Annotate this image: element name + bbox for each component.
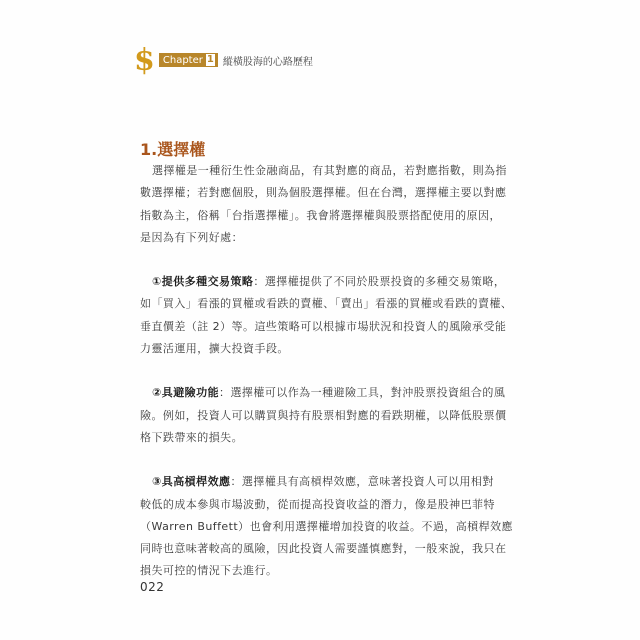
text-line: 如「買入」看漲的買權或看跌的賣權、「賣出」看漲的買權或看跌的賣權、 [140, 297, 513, 311]
intro-paragraph [140, 160, 507, 249]
text-line: 指數為主，俗稱「台指選擇權」。我會將選擇權與股票搭配使用的原因， [140, 208, 501, 222]
text-line: 較低的成本參與市場波動，從而提高投資收益的潛力，像是股神巴菲特 [140, 497, 495, 511]
dollar-icon: $ [134, 43, 155, 78]
chapter-label: Chapter [162, 54, 203, 66]
body-text [140, 160, 513, 583]
page-number: 022 [140, 580, 165, 594]
benefit-heading: ③具高槓桿效應 [152, 475, 231, 489]
benefit-paragraph [140, 271, 513, 360]
text-line: 同時也意味著較高的風險，因此投資人需要謹慎應對，一般來說，我只在 [140, 542, 507, 556]
text-line: （Warren Buffett）也會利用選擇權增加投資的收益。不過，高槓桿效應 [140, 519, 513, 533]
text-line: 格下跌帶來的損失。 [140, 430, 244, 444]
benefit-heading: ①提供多種交易策略 [152, 275, 254, 289]
chapter-badge [159, 53, 218, 67]
benefit-paragraph [140, 382, 507, 449]
text-line: 損失可控的情況下去進行。 [140, 564, 278, 578]
text-line: 力靈活運用，擴大投資手段。 [140, 342, 289, 356]
text-line: 選擇權是一種衍生性金融商品，有其對應的商品，若對應指數，則為指 [152, 164, 507, 177]
text-line: 是因為有下列好處： [140, 230, 244, 244]
text-line [140, 271, 506, 293]
chapter-number: 1 [206, 54, 214, 65]
chapter-header [134, 43, 313, 78]
benefit-text: ：選擇權提供了不同於股票投資的多種交易策略， [253, 275, 506, 289]
text-line: 險。例如，投資人可以購買與持有股票相對應的看跌期權，以降低股票價 [140, 408, 507, 422]
benefit-text: ：選擇權可以作為一種避險工具，對沖股票投資組合的風 [219, 386, 506, 400]
section-title: 1.選擇權 [140, 140, 206, 159]
text-line [140, 382, 506, 404]
benefit-text: ：選擇權具有高槓桿效應，意味著投資人可以用相對 [230, 475, 494, 489]
benefit-heading: ②具避險功能 [152, 386, 220, 400]
chapter-title: 縱橫股海的心路歷程 [222, 56, 313, 68]
benefit-paragraph [140, 471, 513, 582]
text-line: 數選擇權；若對應個股，則為個股選擇權。但在台灣，選擇權主要以對應 [140, 186, 507, 200]
text-line: 垂直價差（註 2）等。這些策略可以根據市場狀況和投資人的風險承受能 [140, 319, 507, 333]
text-line [140, 471, 502, 493]
